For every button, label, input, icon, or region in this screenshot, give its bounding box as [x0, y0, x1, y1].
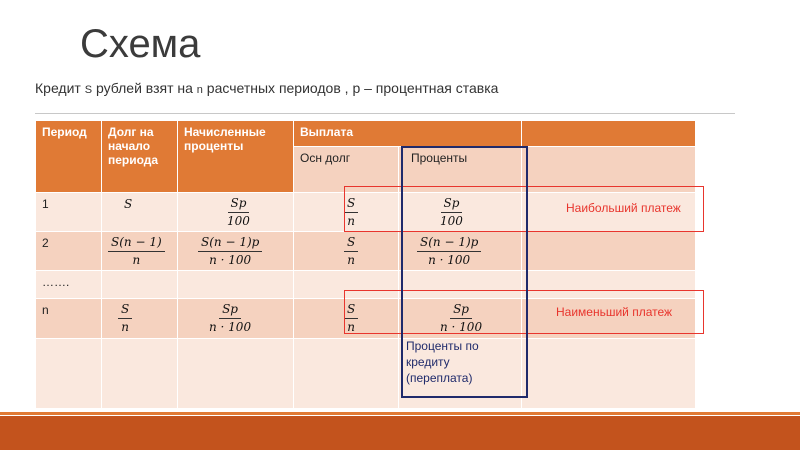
fraction-denominator: n [121, 319, 129, 334]
subtitle-part-2: рублей взят на [92, 80, 197, 96]
fraction-denominator: n [347, 319, 355, 334]
payment-schedule-table [35, 120, 696, 409]
fraction-denominator: 100 [227, 213, 250, 228]
cell-debt [102, 299, 178, 339]
max-payment-label: Наибольший платеж [566, 201, 681, 215]
cell-principal [294, 232, 399, 271]
header-period: Период [36, 121, 102, 193]
cell-period: 2 [36, 232, 102, 271]
fraction-principal [344, 236, 358, 266]
cell-interest [178, 193, 294, 232]
table-row-empty [36, 339, 696, 409]
subtitle-symbol-n: n [196, 84, 203, 96]
fraction-denominator: n [132, 252, 141, 267]
math-debt: S [124, 197, 133, 211]
footer-bar [0, 416, 800, 450]
fraction-denominator: n · 100 [440, 319, 483, 334]
cell-period: ……. [36, 271, 102, 299]
fraction-numerator: S(n − 1)p [198, 236, 262, 252]
fraction-denominator: n [347, 213, 355, 228]
header-debt-start: Долг на начало периода [102, 121, 178, 193]
fraction-numerator: S [344, 197, 358, 213]
cell-empty [522, 339, 696, 409]
fraction-numerator: Sp [450, 303, 472, 319]
fraction-numerator: S [118, 303, 132, 319]
fraction-numerator: S(n − 1)p [417, 236, 481, 252]
header-payment: Выплата [294, 121, 522, 147]
overpayment-note [406, 338, 479, 387]
header-empty [522, 121, 696, 147]
fraction-numerator: Sp [228, 197, 250, 213]
fraction-numerator: S [344, 303, 358, 319]
fraction-interest [224, 197, 253, 227]
cell-period: n [36, 299, 102, 339]
cell-empty [522, 232, 696, 271]
overpayment-note-line: Проценты по [406, 339, 479, 353]
table-row [36, 232, 696, 271]
fraction-numerator: S(n − 1) [108, 236, 165, 252]
fraction-numerator: Sp [441, 197, 463, 213]
cell-debt [102, 193, 178, 232]
overpayment-note-line: (переплата) [406, 371, 473, 386]
title-divider [35, 113, 735, 114]
table-header-row [36, 121, 696, 147]
cell-interest [178, 232, 294, 271]
cell-empty [178, 271, 294, 299]
fraction-interest [198, 236, 262, 266]
fraction-debt [108, 236, 165, 266]
header-accrued-interest: Начисленные проценты [178, 121, 294, 193]
subtitle-part-3: расчетных периодов , p – процентная ставка [202, 80, 499, 96]
fraction-denominator: n [347, 252, 355, 267]
fraction-denominator: n · 100 [428, 252, 471, 267]
footer-accent-line [0, 412, 800, 415]
fraction-interest [206, 303, 254, 333]
cell-empty [36, 339, 102, 409]
cell-period: 1 [36, 193, 102, 232]
slide-subtitle [35, 80, 498, 96]
fraction-denominator: 100 [440, 213, 463, 228]
subtitle-part-1: Кредит [35, 80, 85, 96]
fraction-denominator: n · 100 [209, 319, 252, 334]
cell-empty [102, 271, 178, 299]
cell-debt [102, 232, 178, 271]
fraction-numerator: Sp [219, 303, 241, 319]
overpayment-note-line: кредиту [406, 355, 450, 370]
cell-interest [178, 299, 294, 339]
fraction-numerator: S [344, 236, 358, 252]
fraction-denominator: n · 100 [209, 252, 252, 267]
subheader-principal: Осн долг [294, 147, 399, 193]
min-payment-label: Наименьший платеж [556, 305, 673, 319]
subtitle-symbol-s: S [84, 84, 93, 96]
cell-empty [102, 339, 178, 409]
subheader-interest: Проценты [399, 147, 522, 193]
cell-empty [294, 339, 399, 409]
fraction-debt [118, 303, 132, 333]
slide-title: Схема [80, 22, 201, 66]
cell-empty [178, 339, 294, 409]
